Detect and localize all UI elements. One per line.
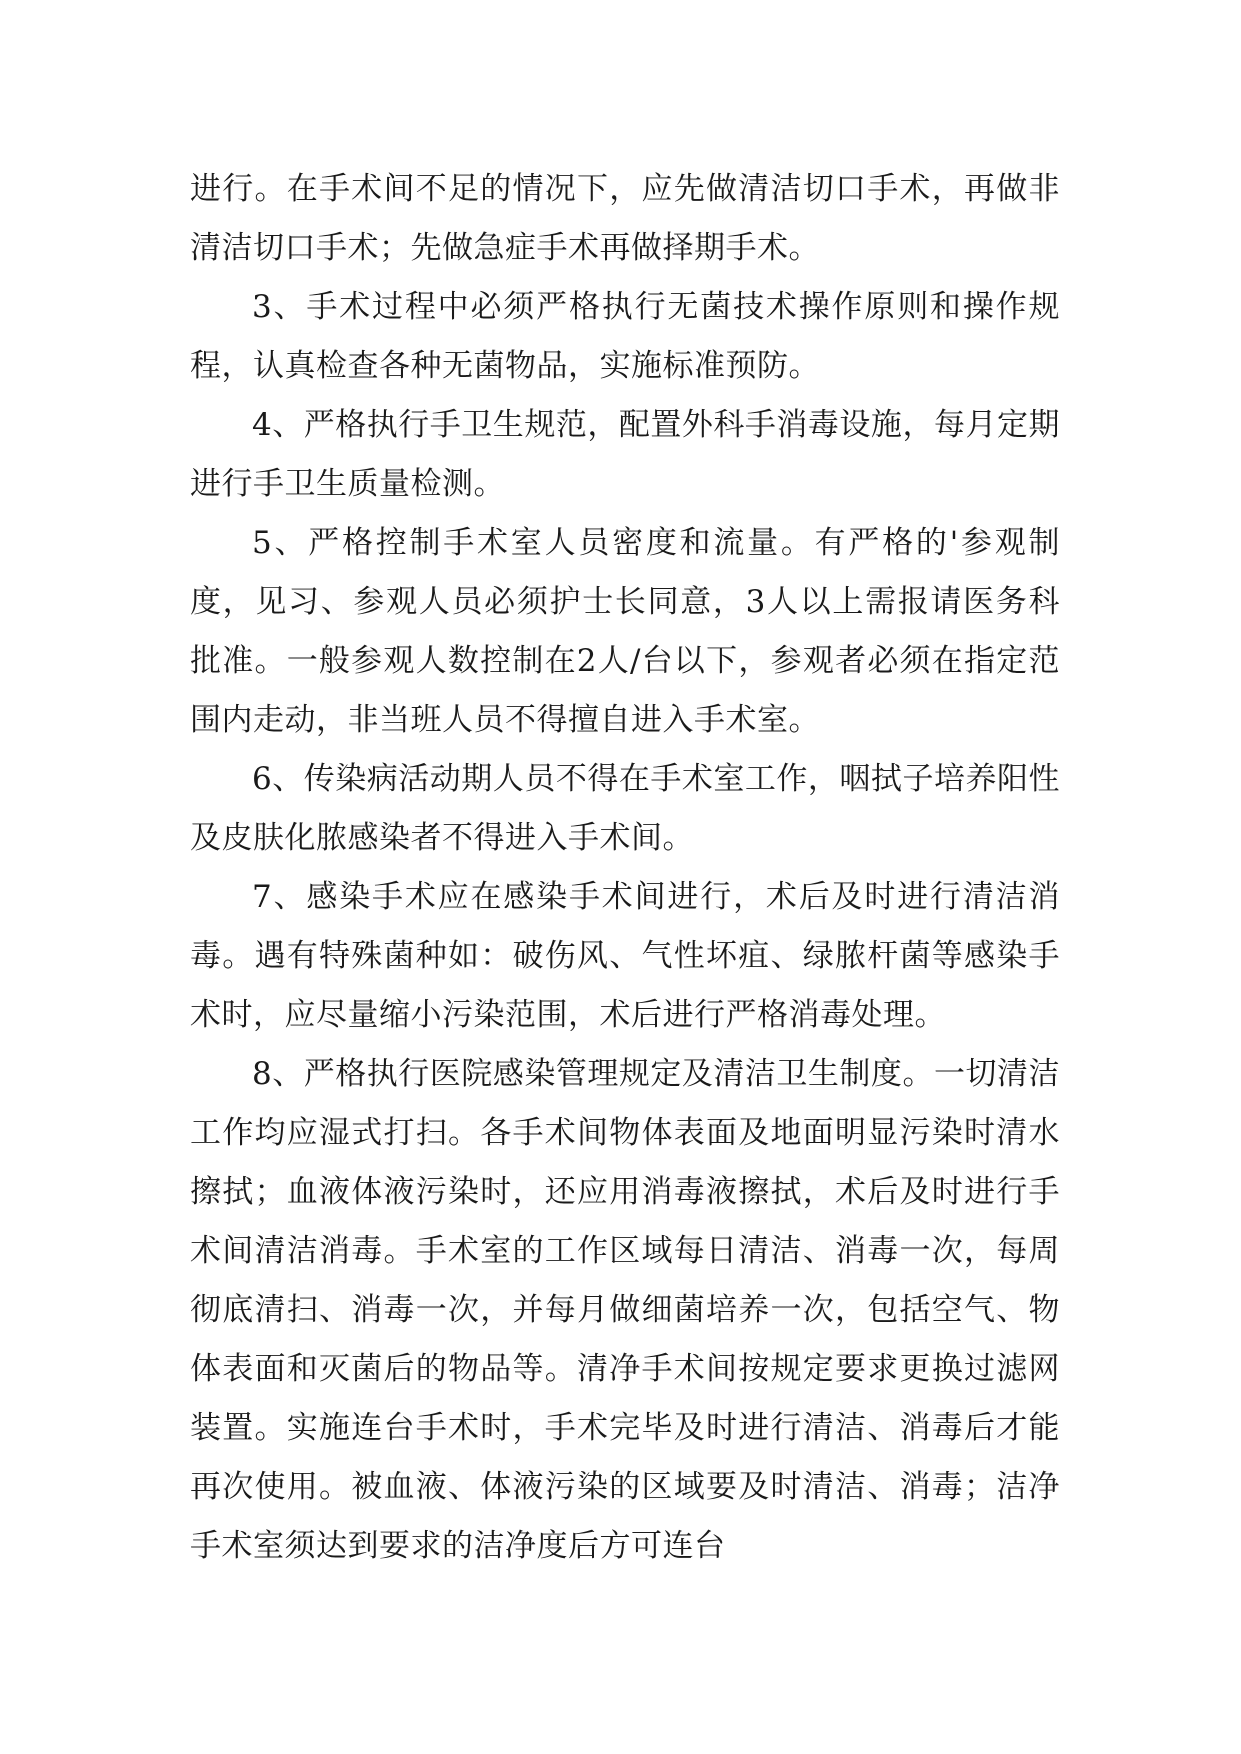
paragraph-item-3: 3、手术过程中必须严格执行无菌技术操作原则和操作规程，认真检查各种无菌物品，实施标准预防。 [190, 289, 1060, 384]
paragraph-item-5: 5、严格控制手术室人员密度和流量。有严格的'参观制度，见习、参观人员必须护士长同意，3人以上需报请医务科批准。一般参观人数控制在2人/台以下，参观者必须在指定范围内走动，非当班人员不得擅自进入手术室。 [190, 525, 1060, 738]
paragraph-item-4: 4、严格执行手卫生规范，配置外科手消毒设施，每月定期进行手卫生质量检测。 [190, 407, 1060, 502]
paragraph-item-8: 8、严格执行医院感染管理规定及清洁卫生制度。一切清洁工作均应湿式打扫。各手术间物体表面及地面明显污染时清水擦拭；血液体液污染时，还应用消毒液擦拭，术后及时进行手术间清洁消毒。手术室的工作区域每日清洁、消毒一次，每周彻底清扫、消毒一次，并每月做细菌培养一次，包括空气、物体表面和灭菌后的物品等。清净手术间按规定要求更换过滤网装置。实施连台手术时，手术完毕及时进行清洁、消毒后才能再次使用。被血液、体液污染的区域要及时清洁、消毒；洁净手术室须达到要求的洁净度后方可连台 [190, 1056, 1060, 1564]
paragraph-item-7: 7、感染手术应在感染手术间进行，术后及时进行清洁消毒。遇有特殊菌种如：破伤风、气性坏疽、绿脓杆菌等感染手术时，应尽量缩小污染范围，术后进行严格消毒处理。 [190, 879, 1060, 1033]
paragraph-item-6: 6、传染病活动期人员不得在手术室工作，咽拭子培养阳性及皮肤化脓感染者不得进入手术间。 [190, 761, 1060, 856]
paragraph-continuation: 进行。在手术间不足的情况下，应先做清洁切口手术，再做非清洁切口手术；先做急症手术再做择期手术。 [190, 171, 1060, 266]
document-body [190, 160, 1060, 1576]
